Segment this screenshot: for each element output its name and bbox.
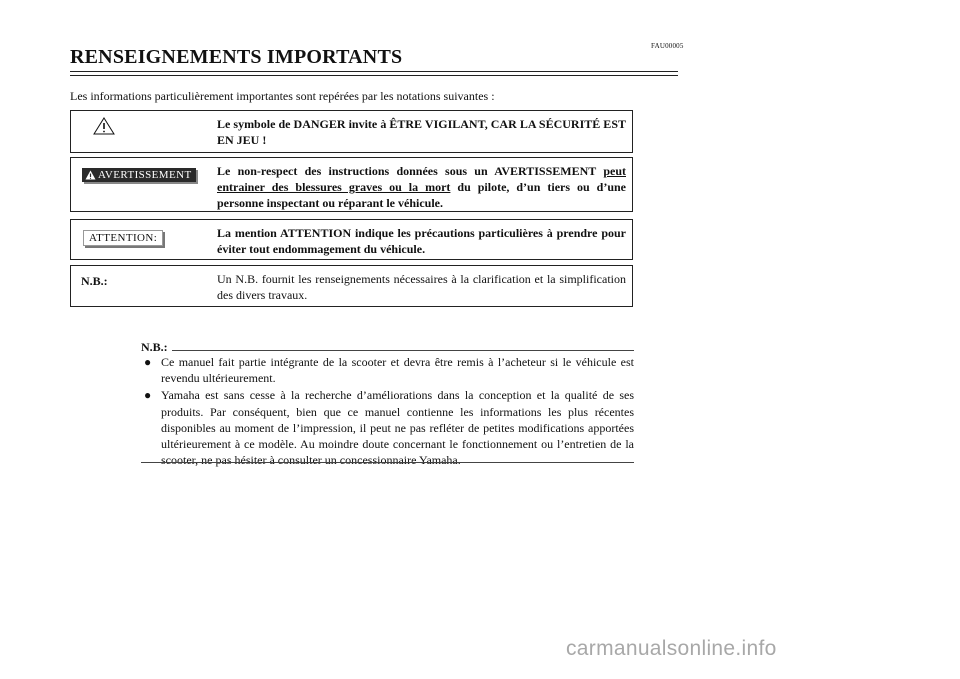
warning-text-part-a: Le non-respect des instructions données sous un AVERTISSEMENT [217,164,604,178]
warning-text-part-b: du pilote, d’un tiers ou d’une personne inspectant ou réparant le véhicule. [217,180,626,210]
list-item-text: Ce manuel fait partie intégrante de la scooter et devra être remis à l’acheteur si le véhicule est revendu ultérieurement. [161,355,634,386]
warning-notice-text [217,163,626,211]
nb-section-list [143,354,634,469]
attention-label: ATTENTION: [83,230,163,246]
warning-text-underlined: peut entrainer des blessures graves ou la mort [217,164,626,194]
title-rule-top [70,71,678,72]
nb-section-heading: N.B.: [141,340,168,354]
warning-label-text: AVERTISSEMENT [98,169,192,181]
nb-section-rule [172,350,634,351]
page-title: RENSEIGNEMENTS IMPORTANTS [70,46,403,68]
document-code: FAU00005 [651,42,684,50]
danger-notice-box [70,110,633,153]
nb-section-end-rule [141,462,634,463]
nb-notice-box [70,265,633,307]
intro-text: Les informations particulièrement importantes sont repérées par les notations suivantes : [70,89,495,103]
danger-notice-text: Le symbole de DANGER invite à ÊTRE VIGILANT, CAR LA SÉCURITÉ EST EN JEU ! [217,117,626,147]
nb-notice-text: Un N.B. fournit les renseignements nécessaires à la clarification et la simplification des divers travaux. [217,272,626,302]
attention-notice-text: La mention ATTENTION indique les précautions particulières à prendre pour éviter tout endommagement du véhicule. [217,226,626,256]
attention-notice-box [70,219,633,260]
list-item [143,354,634,386]
list-item-text: Yamaha est sans cesse à la recherche d’améliorations dans la conception et la qualité de ses produits. Par conséquent, bien que ce manuel contienne les informations les plus récentes disponibles au moment de l’impression, il peut ne pas refléter de petites modifications apportées ultérieurement à ce modèle. Au moindre doute concernant le fonctionnement ou l’entretien de la scooter, ne pas hésiter à consulter un concessionnaire Yamaha. [161,388,634,468]
list-item [143,387,634,468]
bullet-icon: ● [144,388,152,403]
warning-triangle-icon [85,170,96,180]
warning-label [82,168,196,182]
warning-triangle-icon [93,117,115,135]
warning-notice-box [70,157,633,212]
watermark: carmanualsonline.info [566,637,777,660]
nb-label: N.B.: [81,274,108,288]
title-rule-bottom [70,75,678,76]
bullet-icon: ● [144,355,152,369]
